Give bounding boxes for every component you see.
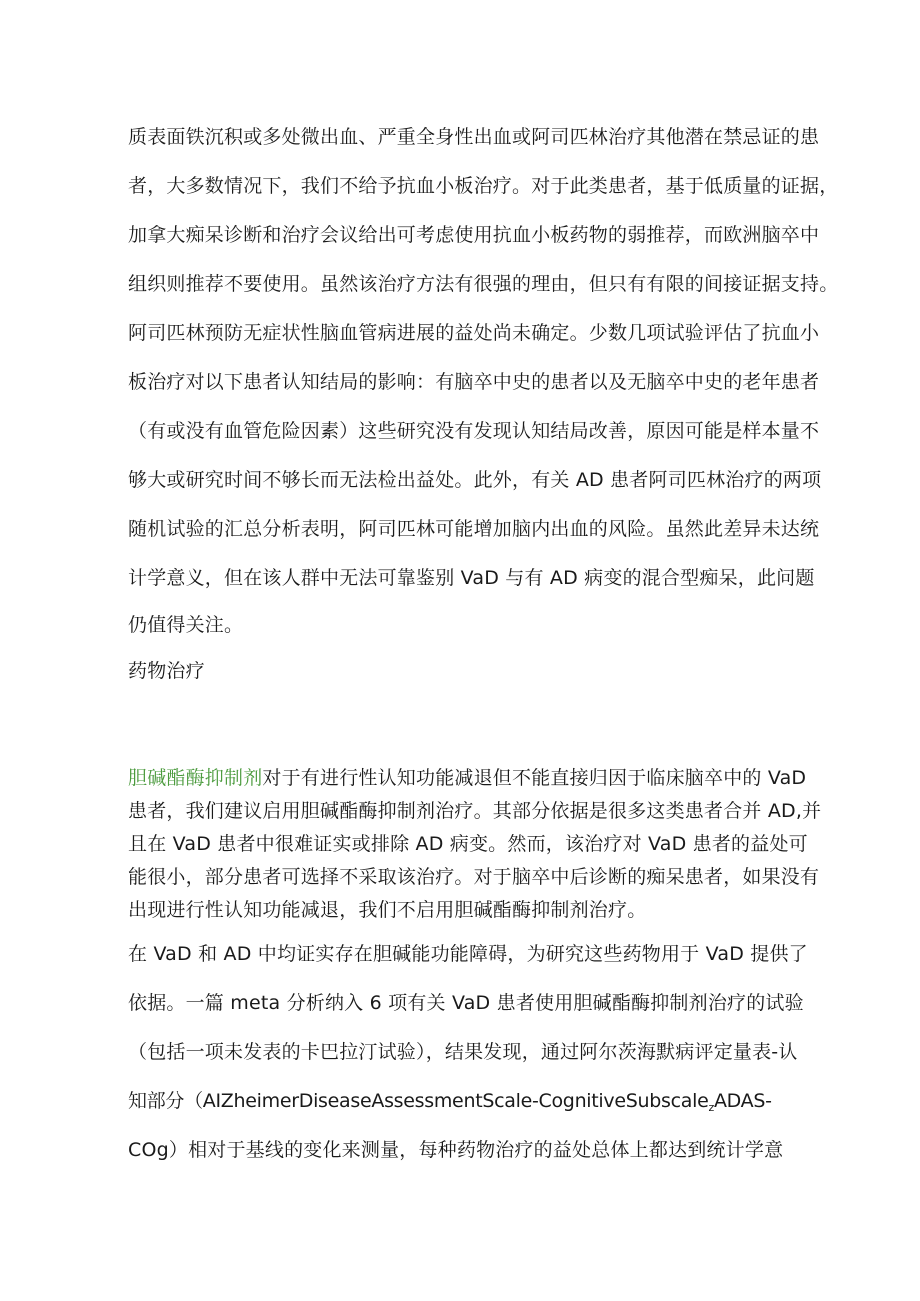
- paragraph-1-line-6: 板治疗对以下患者认知结局的影响：有脑卒中史的患者以及无脑卒中史的老年患者: [128, 371, 820, 393]
- paragraph-1-line-9: 随机试验的汇总分析表明，阿司匹林可能增加脑内出血的风险。虽然此差异未达统: [128, 518, 820, 540]
- paragraph-1-line-10: 计学意义，但在该人群中无法可靠鉴别 VaD 与有 AD 病变的混合型痴呆，此问题: [128, 567, 815, 589]
- paragraph-1-line-2: 者，大多数情况下，我们不给予抗血小板治疗。对于此类患者，基于低质量的证据，: [128, 175, 839, 197]
- paragraph-2-line-1-text: 对于有进行性认知功能减退但不能直接归因于临床脑卒中的 VaD: [262, 767, 807, 789]
- paragraph-3-line-4-suffix: ADAS-: [713, 1090, 772, 1112]
- paragraph-3-line-3: （包括一项未发表的卡巴拉汀试验），结果发现，通过阿尔茨海默病评定量表-认: [128, 1041, 798, 1063]
- paragraph-2-line-1: [128, 765, 828, 791]
- paragraph-1-line-1: 质表面铁沉积或多处微出血、严重全身性出血或阿司匹林治疗其他潜在禁忌证的患: [128, 126, 820, 148]
- paragraph-1-line-5: 阿司匹林预防无症状性脑血管病进展的益处尚未确定。少数几项试验评估了抗血小: [128, 322, 820, 344]
- paragraph-2-line-5: 出现进行性认知功能减退，我们不启用胆碱酯酶抑制剂治疗。: [128, 899, 647, 921]
- paragraph-1-line-11: 仍值得关注。: [128, 614, 244, 636]
- paragraph-2-line-2: 患者，我们建议启用胆碱酯酶抑制剂治疗。其部分依据是很多这类患者合并 AD,并: [128, 800, 822, 822]
- paragraph-3-line-4-prefix: 知部分（AIZheimerDiseaseAssessmentScale-CognitiveSubscale: [128, 1090, 709, 1112]
- paragraph-1-line-8: 够大或研究时间不够长而无法检出益处。此外，有关 AD 患者阿司匹林治疗的两项: [128, 469, 822, 491]
- paragraph-2-line-4: 能很小，部分患者可选择不采取该治疗。对于脑卒中后诊断的痴呆患者，如果没有: [128, 866, 820, 888]
- paragraph-3-line-1: 在 VaD 和 AD 中均证实存在胆碱能功能障碍，为研究这些药物用于 VaD 提供了: [128, 943, 808, 965]
- paragraph-3-line-4: [128, 1088, 828, 1121]
- section-heading: 药物治疗: [128, 660, 205, 682]
- paragraph-1-line-3: 加拿大痴呆诊断和治疗会议给出可考虑使用抗血小板药物的弱推荐，而欧洲脑卒中: [128, 224, 820, 246]
- cholinesterase-inhibitor-link[interactable]: 胆碱酯酶抑制剂: [128, 767, 263, 789]
- paragraph-1-line-4: 组织则推荐不要使用。虽然该治疗方法有很强的理由，但只有有限的间接证据支持。: [128, 273, 839, 295]
- paragraph-3-line-4-subscript: z: [708, 1101, 714, 1114]
- paragraph-2-line-3: 且在 VaD 患者中很难证实或排除 AD 病变。然而，该治疗对 VaD 患者的益处可: [128, 833, 808, 855]
- paragraph-3-line-2: 依据。一篇 meta 分析纳入 6 项有关 VaD 患者使用胆碱酯酶抑制剂治疗的试验: [128, 992, 804, 1014]
- paragraph-3-line-5: COg）相对于基线的变化来测量，每种药物治疗的益处总体上都达到统计学意: [128, 1139, 784, 1161]
- paragraph-1-line-7: （有或没有血管危险因素）这些研究没有发现认知结局改善，原因可能是样本量不: [128, 420, 820, 442]
